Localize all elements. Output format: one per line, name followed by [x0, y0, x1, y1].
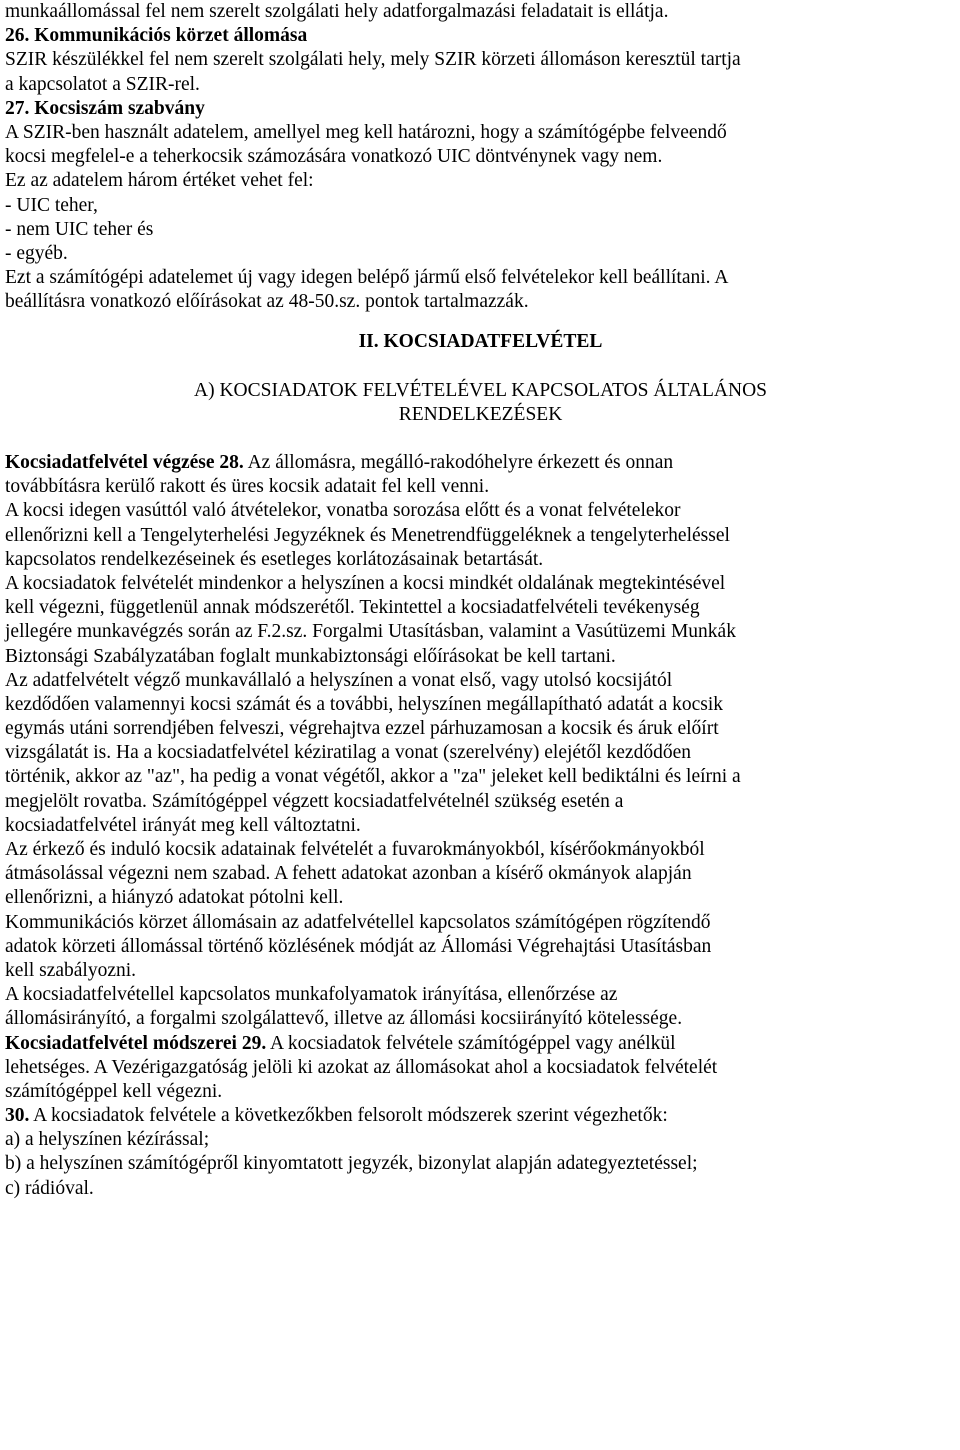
text-line: lehetséges. A Vezérigazgatóság jelöli ki azokat az állomásokat ahol a kocsiadatok felvételét	[5, 1056, 718, 1078]
text-run: Az állomásra, megálló-rakodóhelyre érkezett és onnan	[243, 452, 674, 473]
section-30-heading	[5, 1104, 956, 1128]
text-run: A kocsiadatok felvétele a következőkben felsorolt módszerek szerint végezhetők:	[29, 1105, 668, 1127]
text-line: egymás utáni sorrendjében felveszi, végrehajtva ezzel párhuzamosan a kocsik és áruk előírt	[5, 718, 719, 740]
list-item: - UIC teher,	[5, 194, 98, 216]
text-line: kocsiadatfelvétel irányát meg kell változtatni.	[5, 814, 361, 836]
chapter-heading: II. KOCSIADATFELVÉTEL	[358, 331, 603, 353]
subchapter-heading-cont: RENDELKEZÉSEK	[398, 403, 563, 425]
text-line: megjelölt rovatba. Számítógéppel végzett kocsiadatfelvételnél szükség esetén a	[5, 790, 624, 812]
text-line: kocsi megfelel-e a teherkocsik számozására vonatkozó UIC döntvénynek vagy nem.	[5, 146, 663, 168]
text-line: Biztonsági Szabályzatában foglalt munkabiztonsági előírásokat be kell tartani.	[5, 645, 616, 667]
section-number: 26.	[5, 25, 30, 47]
text-line: adatok körzeti állomással történő közlésének módját az Állomási Végrehajtási Utasításban	[5, 935, 712, 957]
text-line: Ezt a számítógépi adatelemet új vagy idegen belépő jármű első felvételekor kell beállítani. A	[5, 267, 729, 289]
text-line: A kocsiadatok felvételét mindenkor a helyszínen a kocsi mindkét oldalának megtekintésével	[5, 572, 726, 594]
section-27-heading	[5, 97, 956, 121]
text-line: kapcsolatos rendelkezéseinek és esetleges korlátozásainak betartását.	[5, 548, 544, 570]
text-line: kezdődően valamennyi kocsi számát és a további, helyszínen megállapítható adatát a kocsik	[5, 693, 724, 715]
text-line: A kocsi idegen vasúttól való átvételekor, vonatba sorozása előtt és a vonat felvételekor	[5, 500, 681, 522]
text-line: Kommunikációs körzet állomásain az adatfelvétellel kapcsolatos számítógépen rögzítendő	[5, 911, 711, 933]
text-line: munkaállomással fel nem szerelt szolgálati hely adatforgalmazási feladatait is ellátja.	[5, 1, 669, 22]
text-line: állomásirányító, a forgalmi szolgálattevő, illetve az állomási kocsiirányító kötelessége.	[5, 1008, 683, 1030]
text-run: A kocsiadatok felvétele számítógéppel vagy anélkül	[266, 1032, 676, 1054]
text-line: vizsgálatát is. Ha a kocsiadatfelvétel kéziratilag a vonat (szerelvény) elejétől kezdődően	[5, 742, 691, 764]
section-26-heading	[5, 24, 956, 48]
text-line: Ez az adatelem három értéket vehet fel:	[5, 170, 314, 192]
text-line: jellegére munkavégzés során az F.2.sz. Forgalmi Utasításban, valamint a Vasútüzemi Munkák	[5, 621, 736, 643]
text-line: történik, akkor az "az", ha pedig a vonat végétől, akkor a "za" jeleket kell bediktálni és leírni a	[5, 766, 741, 788]
text-line: Az érkező és induló kocsik adatainak felvételét a fuvarokmányokból, kísérőokmányokból	[5, 839, 705, 860]
section-number: 27.	[5, 97, 30, 119]
text-line: A kocsiadatfelvétellel kapcsolatos munkafolyamatok irányítása, ellenőrzése az	[5, 984, 618, 1006]
section-title: Kocsiadatfelvétel végzése 28.	[5, 452, 244, 473]
section-title: Kocsiadatfelvétel módszerei 29.	[5, 1032, 267, 1054]
text-line: ellenőrizni kell a Tengelyterhelési Jegyzéknek és Menetrendfüggeléknek a tengelyterheléssel	[5, 524, 730, 546]
text-line: SZIR készülékkel fel nem szerelt szolgálati hely, mely SZIR körzeti állomáson keresztül tartja	[5, 49, 741, 71]
text-line: A SZIR-ben használt adatelem, amellyel meg kell határozni, hogy a számítógépbe felveendő	[5, 121, 727, 143]
section-29-heading	[5, 1032, 956, 1056]
list-item: a) a helyszínen kézírással;	[5, 1129, 210, 1151]
list-item: - egyéb.	[5, 242, 68, 264]
text-line: ellenőrizni, a hiányzó adatokat pótolni kell.	[5, 887, 344, 909]
section-title: Kocsiszám szabvány	[29, 97, 205, 119]
subchapter-heading: A) KOCSIADATOK FELVÉTELÉVEL KAPCSOLATOS ÁLTALÁNOS	[194, 379, 767, 401]
text-line: továbbításra kerülő rakott és üres kocsik adatait fel kell venni.	[5, 476, 490, 498]
text-line: kell szabályozni.	[5, 959, 137, 981]
section-title: Kommunikációs körzet állomása	[29, 25, 308, 47]
section-28-heading	[5, 451, 956, 475]
text-line: számítógéppel kell végezni.	[5, 1080, 223, 1102]
text-line: beállításra vonatkozó előírásokat az 48-50.sz. pontok tartalmazzák.	[5, 291, 529, 313]
text-line: Az adatfelvételt végző munkavállaló a helyszínen a vonat első, vagy utolsó kocsijától	[5, 669, 673, 691]
list-item: c) rádióval.	[5, 1177, 94, 1199]
list-item: - nem UIC teher és	[5, 218, 154, 240]
text-line: a kapcsolatot a SZIR-rel.	[5, 73, 200, 95]
section-number: 30.	[5, 1105, 30, 1127]
list-item: b) a helyszínen számítógépről kinyomtatott jegyzék, bizonylat alapján adategyeztetéssel;	[5, 1153, 698, 1175]
text-line: átmásolással végezni nem szabad. A fehett adatokat azonban a kísérő okmányok alapján	[5, 863, 692, 885]
text-line: kell végezni, függetlenül annak módszerétől. Tekintettel a kocsiadatfelvételi tevékenység	[5, 597, 700, 619]
